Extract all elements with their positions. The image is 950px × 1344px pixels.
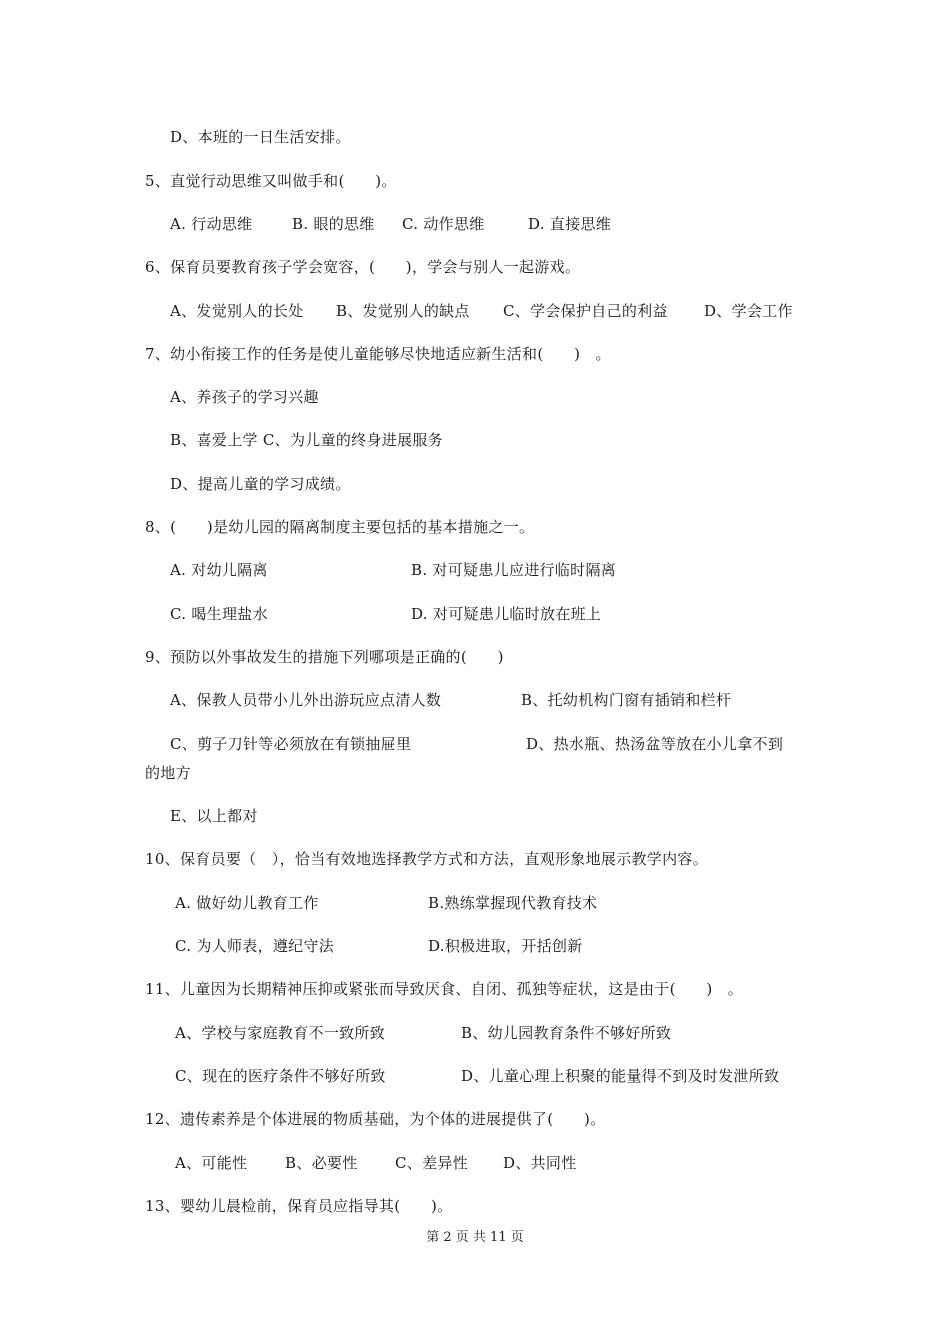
option-text: A. 做好幼儿教育工作 xyxy=(175,894,319,912)
option-text: D、提高儿童的学习成绩。 xyxy=(170,475,351,493)
option-text: D. 直接思维 xyxy=(528,215,612,233)
option-text: C、现在的医疗条件不够好所致 xyxy=(175,1067,386,1085)
option-text: C、差异性 xyxy=(395,1154,468,1172)
question-13: 13、婴幼儿晨检前，保育员应指导其( )。 xyxy=(145,1197,453,1215)
option-text: B、发觉别人的缺点 xyxy=(336,302,470,320)
option-text: C、剪子刀针等必须放在有锁抽屉里 xyxy=(170,735,412,753)
question-10: 10、保育员要（ ），恰当有效地选择教学方式和方法，直观形象地展示教学内容。 xyxy=(145,850,708,868)
option-text: B. 对可疑患儿应进行临时隔离 xyxy=(411,561,617,579)
option-text: A、发觉别人的长处 xyxy=(170,302,304,320)
option-text: D、学会工作 xyxy=(704,302,793,320)
question-11: 11、儿童因为长期精神压抑或紧张而导致厌食、自闭、孤独等症状，这是由于( ) 。 xyxy=(145,980,744,998)
option-text: C. 为人师表，遵纪守法 xyxy=(175,937,335,955)
option-text: B.熟练掌握现代教育技术 xyxy=(428,894,598,912)
option-text: C. 喝生理盐水 xyxy=(170,605,268,623)
question-6: 6、保育员要教育孩子学会宽容，( )，学会与别人一起游戏。 xyxy=(145,258,581,276)
option-text: D、本班的一日生活安排。 xyxy=(170,128,351,146)
option-text: E、以上都对 xyxy=(170,807,258,825)
question-8: 8、( )是幼儿园的隔离制度主要包括的基本措施之一。 xyxy=(145,518,535,536)
option-text: C. 动作思维 xyxy=(402,215,485,233)
option-text-continued: 的地方 xyxy=(145,764,191,782)
option-text: D、共同性 xyxy=(503,1154,577,1172)
option-text: A、保教人员带小儿外出游玩应点清人数 xyxy=(170,691,442,709)
question-12: 12、遗传素养是个体进展的物质基础，为个体的进展提供了( )。 xyxy=(145,1110,606,1128)
option-text: A. 对幼儿隔离 xyxy=(170,561,268,579)
option-text: B、必要性 xyxy=(285,1154,358,1172)
option-text: D、热水瓶、热汤盆等放在小儿拿不到 xyxy=(526,735,784,753)
option-text: B、喜爱上学 C、为儿童的终身进展服务 xyxy=(170,431,443,449)
option-text: A. 行动思维 xyxy=(170,215,253,233)
option-text: D. 对可疑患儿临时放在班上 xyxy=(411,605,602,623)
option-text: C、学会保护自己的利益 xyxy=(503,302,668,320)
option-text: A、学校与家庭教育不一致所致 xyxy=(175,1024,386,1042)
option-text: B. 眼的思维 xyxy=(292,215,375,233)
option-text: A、可能性 xyxy=(175,1154,248,1172)
option-text: A、养孩子的学习兴趣 xyxy=(170,388,319,406)
question-7: 7、幼小衔接工作的任务是使儿童能够尽快地适应新生活和( ) 。 xyxy=(145,345,611,363)
option-text: B、托幼机构门窗有插销和栏杆 xyxy=(521,691,732,709)
option-text: B、幼儿园教育条件不够好所致 xyxy=(461,1024,672,1042)
question-5: 5、直觉行动思维又叫做手和( )。 xyxy=(145,172,397,190)
option-text: D.积极进取，开括创新 xyxy=(428,937,583,955)
option-text: D、儿童心理上积聚的能量得不到及时发泄所致 xyxy=(461,1067,780,1085)
page-footer: 第 2 页 共 11 页 xyxy=(426,1230,524,1245)
question-9: 9、预防以外事故发生的措施下列哪项是正确的( ) xyxy=(145,648,504,666)
